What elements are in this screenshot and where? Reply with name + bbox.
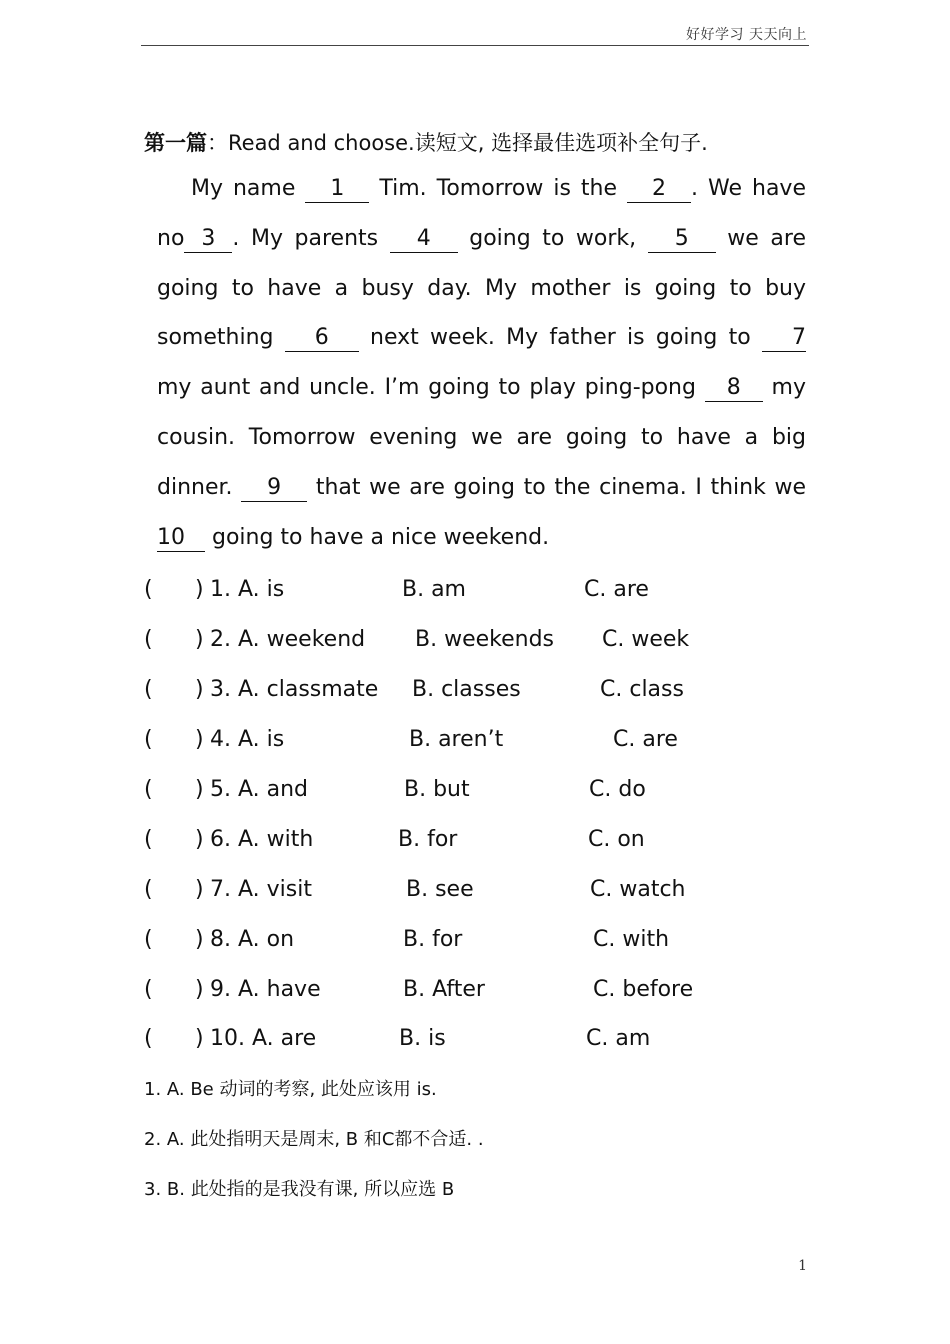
passage-text: that we are going to the cinema. I think we: [307, 474, 807, 500]
page-number: 1: [798, 1258, 807, 1274]
blank-1: 1: [305, 176, 369, 203]
option-b: B. aren’t: [409, 727, 504, 752]
question-stem: 5. A. and: [210, 777, 309, 802]
option-b: B. for: [403, 927, 463, 952]
header-divider: [141, 45, 809, 46]
question-stem: 8. A. on: [210, 927, 295, 952]
answer-paren-close: ): [195, 877, 204, 902]
answer-paren-open[interactable]: (: [144, 827, 153, 852]
question-stem: 4. A. is: [210, 727, 285, 752]
question-row: [144, 915, 804, 965]
blank-8: 8: [705, 375, 763, 402]
passage: [157, 164, 806, 562]
option-c: C. class: [600, 677, 684, 702]
answer-paren-close: ): [195, 677, 204, 702]
passage-text: My name: [191, 176, 306, 201]
question-row: [144, 1014, 804, 1064]
question-row: [144, 665, 804, 715]
question-row: [144, 565, 804, 615]
answer-paren-close: ): [195, 1026, 204, 1051]
section-title: [144, 127, 708, 157]
answer-note: 2. A. 此处指明天是周末, B 和C都不合适. .: [144, 1129, 484, 1150]
passage-text: Tim. Tomorrow is the: [369, 176, 628, 201]
blank-10: 10: [157, 525, 205, 552]
answer-paren-open[interactable]: (: [144, 1026, 153, 1051]
passage-text: . My parents: [232, 225, 390, 251]
option-b: B. but: [404, 777, 470, 802]
answer-paren-close: ): [195, 727, 204, 752]
option-c: C. do: [589, 777, 646, 802]
answer-paren-close: ): [195, 927, 204, 952]
blank-4: 4: [390, 226, 458, 253]
answer-paren-open[interactable]: (: [144, 727, 153, 752]
option-b: B. After: [403, 977, 485, 1002]
question-row: [144, 865, 804, 915]
answer-paren-open[interactable]: (: [144, 777, 153, 802]
option-b: B. see: [406, 877, 474, 902]
blank-2: 2: [627, 176, 691, 203]
section-title-bold: 第一篇: [144, 131, 207, 155]
passage-text: going to work,: [457, 225, 648, 251]
option-b: B. is: [399, 1026, 446, 1051]
answer-paren-open[interactable]: (: [144, 877, 153, 902]
question-row: [144, 965, 804, 1015]
option-c: C. are: [584, 577, 649, 602]
question-stem: 6. A. with: [210, 827, 314, 852]
answer-paren-close: ): [195, 977, 204, 1002]
passage-text: my aunt and uncle. I’m going to play ping-pong: [157, 375, 705, 401]
passage-text: we are going to have a busy day. My mother is going to buy something: [157, 225, 806, 351]
passage-text: next week. My father is going to: [358, 325, 762, 351]
question-stem: 7. A. visit: [210, 877, 312, 902]
option-c: C. before: [593, 977, 694, 1002]
option-b: B. classes: [412, 677, 521, 702]
option-b: B. am: [402, 577, 466, 602]
answer-note: 3. B. 此处指的是我没有课, 所以应选 B: [144, 1179, 455, 1200]
answer-paren-close: ): [195, 627, 204, 652]
option-c: C. on: [588, 827, 645, 852]
answer-paren-close: ): [195, 577, 204, 602]
answer-paren-open[interactable]: (: [144, 677, 153, 702]
option-c: C. are: [613, 727, 678, 752]
answer-paren-close: ): [195, 827, 204, 852]
question-stem: 1. A. is: [210, 577, 285, 602]
answer-paren-open[interactable]: (: [144, 927, 153, 952]
option-b: B. for: [398, 827, 458, 852]
passage-text: going to have a nice weekend.: [205, 524, 550, 550]
option-c: C. with: [593, 927, 670, 952]
blank-6: 6: [285, 325, 359, 352]
option-c: C. watch: [590, 877, 686, 902]
question-stem: 10. A. are: [210, 1026, 317, 1051]
blank-9: 9: [241, 475, 307, 502]
answer-note: 1. A. Be 动词的考察, 此处应该用 is.: [144, 1079, 437, 1100]
question-row: [144, 815, 804, 865]
section-title-rest: ：Read and choose.读短文, 选择最佳选项补全句子.: [207, 131, 708, 155]
page-header-text: 好好学习 天天向上: [686, 27, 807, 43]
passage-text: . We have no: [157, 176, 806, 251]
question-stem: 9. A. have: [210, 977, 321, 1002]
passage-text: my cousin. Tomorrow evening we are going to have a big dinner.: [157, 375, 806, 500]
answer-paren-open[interactable]: (: [144, 577, 153, 602]
answer-paren-open[interactable]: (: [144, 627, 153, 652]
passage-paragraph: [157, 164, 806, 562]
answer-paren-open[interactable]: (: [144, 977, 153, 1002]
option-c: C. am: [586, 1026, 651, 1051]
blank-7: 7: [762, 325, 806, 352]
option-b: B. weekends: [415, 627, 555, 652]
answer-paren-close: ): [195, 777, 204, 802]
option-c: C. week: [602, 627, 690, 652]
question-row: [144, 615, 804, 665]
blank-3: 3: [184, 226, 232, 253]
question-row: [144, 765, 804, 815]
question-row: [144, 715, 804, 765]
question-stem: 3. A. classmate: [210, 677, 379, 702]
blank-5: 5: [648, 226, 716, 253]
question-stem: 2. A. weekend: [210, 627, 366, 652]
